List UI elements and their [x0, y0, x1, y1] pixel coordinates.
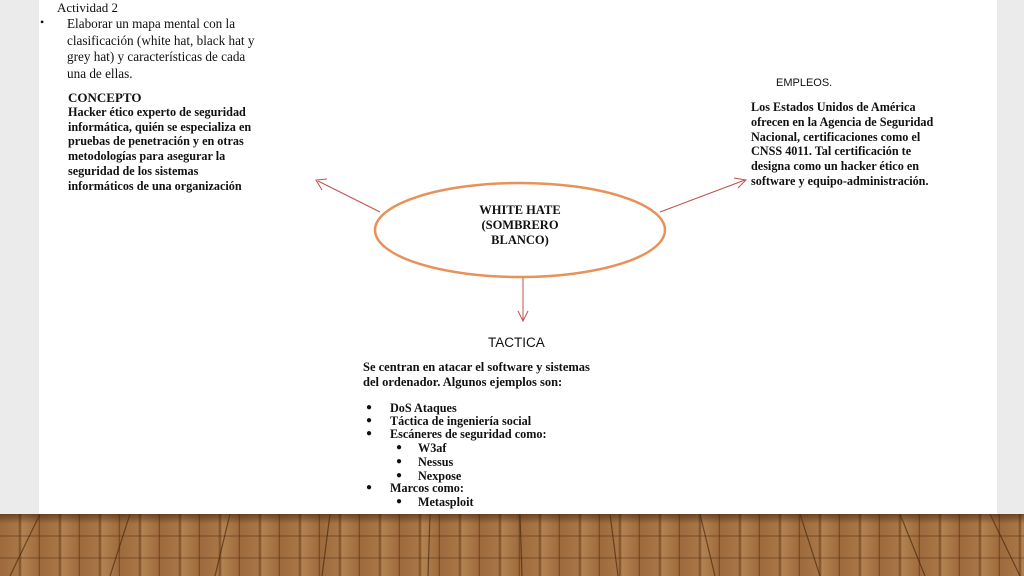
tactica-item: DoS Ataques [390, 401, 457, 415]
empleos-line: software y equipo-administración. [751, 173, 929, 188]
center-node-label [440, 203, 600, 248]
bullet-icon: ● [366, 428, 373, 439]
concepto-line: informática, quién se especializa en [68, 119, 252, 134]
tactica-subitem: Metasploit [418, 495, 474, 509]
tactica-subitem: Nexpose [418, 469, 462, 483]
bullet-icon: ● [396, 456, 403, 467]
bullet-icon: ● [396, 496, 403, 507]
empleos-line: CNSS 4011. Tal certificación te [751, 144, 912, 159]
bullet-icon: ● [396, 470, 403, 481]
empleos-text [751, 100, 933, 189]
empleos-line: Los Estados Unidos de América [751, 100, 916, 114]
concepto-text [68, 105, 251, 193]
concepto-line: seguridad de los sistemas [68, 163, 199, 178]
activity-instructions [67, 16, 254, 82]
tactica-heading: TACTICA [488, 335, 545, 350]
arrow-to-tactica [518, 278, 528, 321]
tactica-intro-line: Se centran en atacar el software y sistemas [363, 360, 590, 374]
center-line: (SOMBRERO [481, 218, 559, 232]
activity-line: Elaborar un mapa mental con la [67, 16, 236, 31]
concepto-line: pruebas de penetración y en otras [68, 134, 244, 149]
empleos-heading: EMPLEOS. [776, 77, 833, 89]
tactica-item: Táctica de ingeniería social [390, 414, 532, 428]
arrow-to-concepto [316, 179, 380, 212]
concepto-line: Hacker ético experto de seguridad [68, 105, 246, 119]
bullet-icon: • [40, 15, 45, 29]
tactica-subitem: W3af [418, 441, 447, 455]
tactica-subitem: Nessus [418, 455, 454, 469]
activity-line: grey hat) y características de cada [67, 49, 246, 64]
tactica-item: Marcos como: [390, 481, 464, 495]
center-line: BLANCO) [491, 233, 549, 247]
bullet-icon: ● [366, 402, 373, 413]
tactica-intro [363, 360, 590, 390]
activity-line: una de ellas. [67, 65, 133, 81]
concepto-line: metodologías para asegurar la [68, 149, 226, 164]
tactica-intro-line: del ordenador. Algunos ejemplos son: [363, 375, 563, 389]
empleos-line: designa como un hacker ético en [751, 159, 920, 174]
center-line: WHITE HATE [479, 203, 561, 217]
bullet-icon: ● [366, 482, 373, 493]
bullet-icon: ● [396, 442, 403, 453]
concepto-line: informáticos de una organización [68, 178, 242, 193]
concepto-heading: CONCEPTO [68, 90, 142, 105]
bullet-icon: ● [366, 415, 373, 426]
arrow-to-empleos [660, 178, 746, 212]
tactica-item: Escáneres de seguridad como: [390, 427, 547, 441]
empleos-line: ofrecen en la Agencia de Seguridad [751, 114, 934, 129]
empleos-line: Nacional, certificaciones como el [751, 129, 921, 144]
activity-title: Actividad 2 [57, 0, 119, 15]
activity-line: clasificación (white hat, black hat y [67, 32, 255, 48]
